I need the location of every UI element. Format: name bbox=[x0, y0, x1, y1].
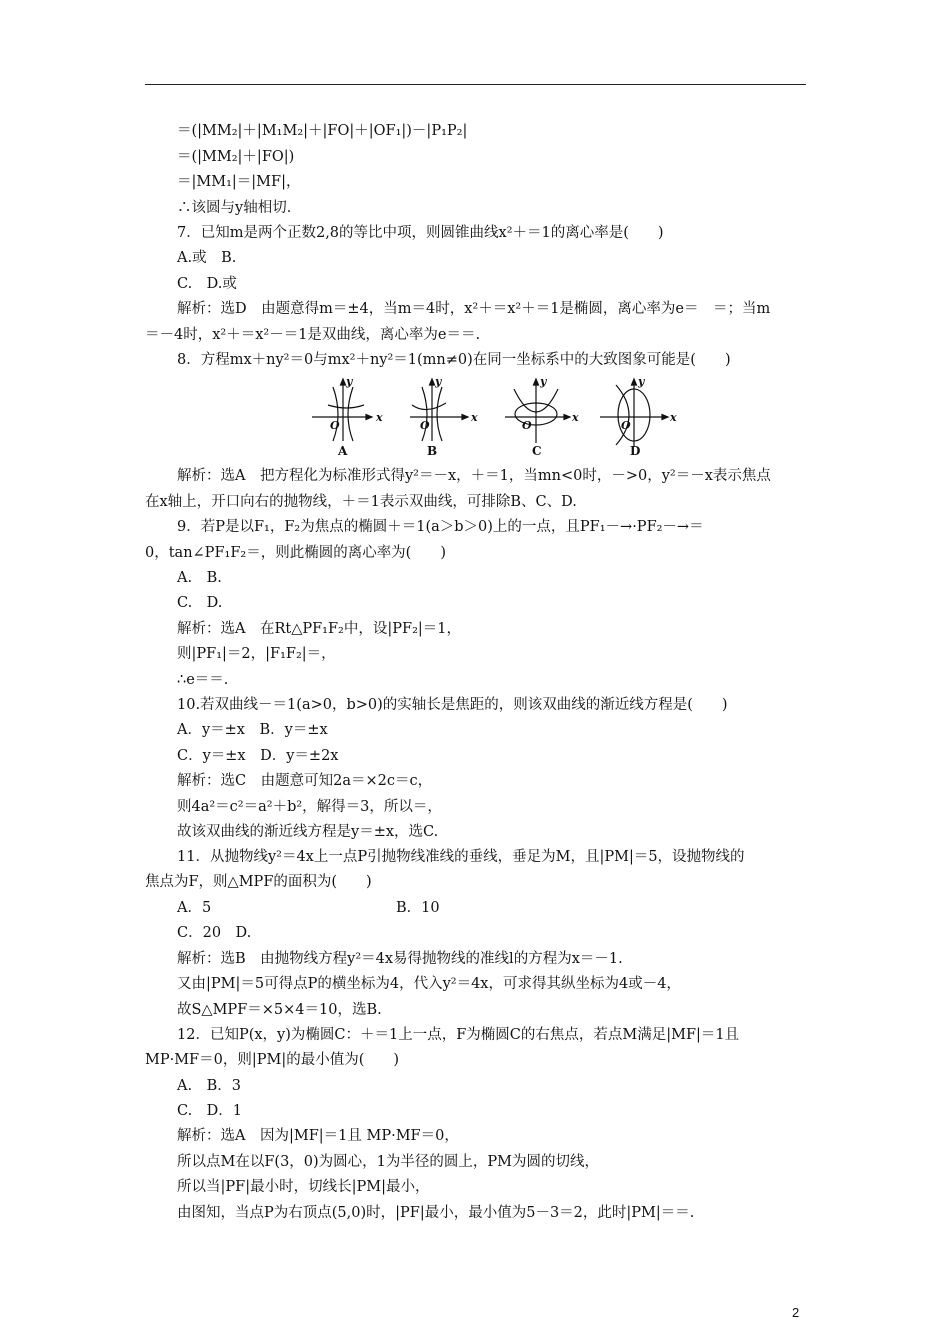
options-line: A.或 B. bbox=[177, 250, 237, 266]
option-label-d: D bbox=[630, 444, 641, 457]
origin-label: O bbox=[522, 419, 532, 432]
solution-line: ∴e＝＝. bbox=[177, 672, 229, 688]
solution-line: 解析：选D 由题意得m＝±4，当m＝4时，x²＋＝x²＋＝1是椭圆，离心率为e＝ ＝；当m bbox=[177, 301, 771, 317]
axis-y-label: y bbox=[638, 375, 645, 388]
solution-line: 所以当|PF|最小时，切线长|PM|最小， bbox=[177, 1179, 430, 1195]
axis-x-label: x bbox=[572, 411, 579, 424]
graph-panel-d bbox=[600, 379, 668, 447]
solution-line: 则4a²＝c²＝a²＋b²，解得＝3，所以＝， bbox=[177, 799, 442, 815]
solution-line: 由图知，当点P为右顶点(5,0)时，|PF|最小，最小值为5－3＝2，此时|PM|＝＝. bbox=[177, 1205, 695, 1221]
graph-panel-a bbox=[312, 379, 372, 441]
solution-line: 解析：选B 由抛物线方程y²＝4x易得抛物线的准线l的方程为x＝－1. bbox=[177, 951, 623, 967]
question-8: 8．方程mx＋ny²＝0与mx²＋ny²＝1(mn≠0)在同一坐标系中的大致图象可能是( ) bbox=[177, 352, 731, 368]
solution-line: 解析：选A 把方程化为标准形式得y²＝－x，＋＝1，当mn<0时，－>0，y²＝－x表示焦点 bbox=[177, 468, 771, 484]
question-7: 7．已知m是两个正数2,8的等比中项，则圆锥曲线x²＋＝1的离心率是( ) bbox=[177, 225, 664, 241]
solution-line: 故该双曲线的渐近线方程是y＝±x，选C. bbox=[177, 824, 439, 840]
text-line: ∴该圆与y轴相切． bbox=[177, 200, 302, 216]
solution-line: 在x轴上，开口向右的抛物线，＋＝1表示双曲线，可排除B、C、D. bbox=[145, 494, 577, 510]
question-9-cont: 0，tan∠PF₁F₂＝，则此椭圆的离心率为( ) bbox=[145, 545, 447, 561]
text-line: ＝|MM₁|＝|MF|， bbox=[177, 174, 301, 190]
options-line: A. B．3 bbox=[177, 1078, 241, 1094]
option-label-a: A bbox=[338, 444, 348, 457]
option-b: B．10 bbox=[396, 900, 440, 916]
question-12: 12．已知P(x，y)为椭圆C：＋＝1上一点，F为椭圆C的右焦点，若点M满足|MF|＝1且 bbox=[177, 1027, 740, 1043]
graph-panel-b bbox=[410, 379, 468, 441]
option-label-b: B bbox=[427, 444, 438, 457]
option-label-c: C bbox=[532, 444, 542, 457]
axis-x-label: x bbox=[376, 411, 383, 424]
options-line: C. D．1 bbox=[177, 1103, 243, 1119]
question-11-cont: 焦点为F，则△MPF的面积为( ) bbox=[145, 874, 372, 890]
origin-label: O bbox=[330, 419, 340, 432]
solution-line: 故S△MPF＝×5×4＝10，选B. bbox=[177, 1002, 382, 1018]
options-line: C．20 D. bbox=[177, 925, 252, 941]
text-line: ＝(|MM₂|＋|FO|) bbox=[177, 149, 295, 165]
page-number: 2 bbox=[792, 1305, 800, 1320]
solution-line: 则|PF₁|＝2，|F₁F₂|＝， bbox=[177, 646, 336, 662]
question-12-cont: MP·MF＝0，则|PM|的最小值为( ) bbox=[145, 1052, 400, 1068]
solution-line: 解析：选C 由题意可知2a＝×2c＝c， bbox=[177, 773, 433, 789]
solution-line: ＝－4时，x²＋＝x²－＝1是双曲线，离心率为e＝＝. bbox=[145, 327, 481, 343]
axis-x-label: x bbox=[670, 411, 677, 424]
question-11: 11．从抛物线y²＝4x上一点P引抛物线准线的垂线，垂足为M，且|PM|＝5，设抛物线的 bbox=[177, 849, 745, 865]
solution-line: 所以点M在以F(3，0)为圆心，1为半径的圆上，PM为圆的切线， bbox=[177, 1154, 599, 1170]
origin-label: O bbox=[420, 419, 430, 432]
axis-y-label: y bbox=[435, 375, 442, 388]
options-line: A．y＝±x B．y＝±x bbox=[177, 722, 328, 738]
graph-panel-c bbox=[505, 379, 570, 443]
options-line: C．y＝±x D．y＝±2x bbox=[177, 748, 339, 764]
origin-label: O bbox=[621, 419, 631, 432]
question-9: 9．若P是以F₁，F₂为焦点的椭圆＋＝1(a＞b＞0)上的一点，且PF₁－→·PF₂－→＝ bbox=[177, 519, 704, 535]
solution-line: 解析：选A 因为|MF|＝1且 MP·MF＝0， bbox=[177, 1128, 459, 1144]
solution-line: 解析：选A 在Rt△PF₁F₂中，设|PF₂|＝1， bbox=[177, 621, 461, 637]
text-line: ＝(|MM₂|＋|M₁M₂|＋|FO|＋|OF₁|)－|P₁P₂| bbox=[177, 123, 468, 139]
header-rule bbox=[145, 84, 806, 85]
axis-x-label: x bbox=[471, 411, 478, 424]
options-line: C. D. bbox=[177, 595, 223, 611]
question-10: 10.若双曲线－＝1(a>0，b>0)的实轴长是焦距的，则该双曲线的渐近线方程是( ) bbox=[177, 697, 728, 713]
options-line: C. D.或 bbox=[177, 276, 237, 292]
solution-line: 又由|PM|＝5可得点P的横坐标为4，代入y²＝4x，可求得其纵坐标为4或－4， bbox=[177, 976, 681, 992]
options-line: A. B. bbox=[177, 570, 222, 586]
axis-y-label: y bbox=[540, 375, 547, 388]
option-a: A．5 bbox=[177, 900, 212, 916]
axis-y-label: y bbox=[346, 375, 353, 388]
graph-options-figure bbox=[300, 375, 680, 457]
